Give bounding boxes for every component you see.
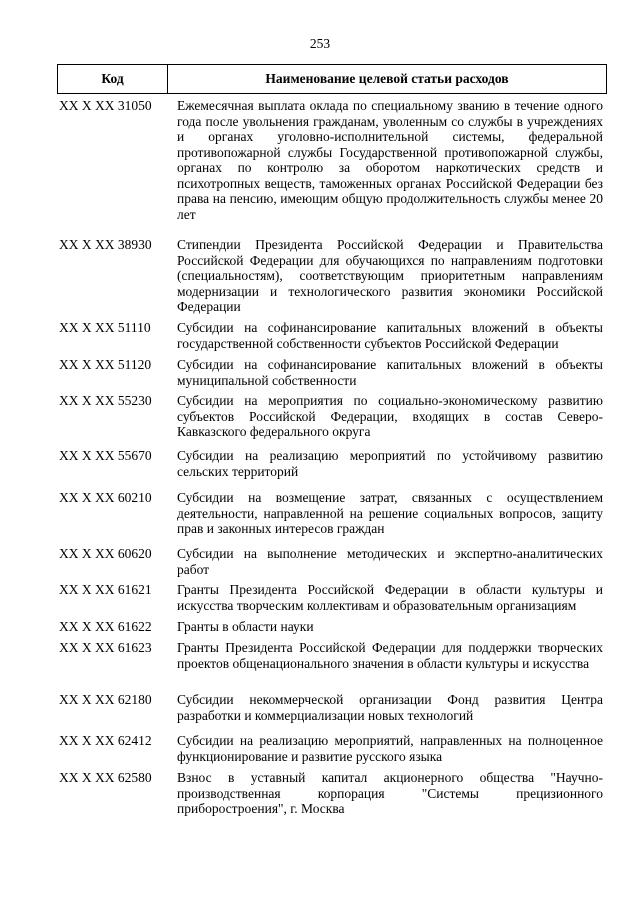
table-row: [57, 619, 607, 635]
row-code: XX X XX 61623: [59, 640, 152, 655]
row-code: XX X XX 60210: [59, 490, 152, 505]
table-row: [57, 98, 607, 222]
row-name: Субсидии на реализацию мероприятий по устойчивому развитию сельских территорий: [177, 448, 603, 479]
table-row: [57, 770, 607, 817]
row-code: XX X XX 38930: [59, 237, 152, 252]
row-name: Ежемесячная выплата оклада по специальному званию в течение одного года после увольнения гражданам, уволенным со службы в учреждениях и органах уголовно-исполнительной системы, федеральной противопожарной службы Государственной противопожарной службы, органах по контролю за оборотом наркотических средств и психотропных веществ, таможенных органах Российской Федерации без права на пенсию, имеющим общую продолжительность службы менее 20 лет: [177, 98, 603, 222]
row-name: Субсидии на возмещение затрат, связанных с осуществлением деятельности, направленной на решение социальных вопросов, защиту прав и законных интересов граждан: [177, 490, 603, 536]
table-header: [57, 64, 607, 94]
row-code: XX X XX 55670: [59, 448, 152, 463]
row-name: Субсидии некоммерческой организации Фонд развития Центра разработки и коммерциализации новых технологий: [177, 692, 603, 723]
row-code: XX X XX 62412: [59, 733, 152, 748]
table-row: [57, 692, 607, 723]
header-code: Код: [58, 65, 168, 93]
table-row: [57, 582, 607, 613]
row-code: XX X XX 62580: [59, 770, 152, 785]
row-code: XX X XX 55230: [59, 393, 152, 408]
row-code: XX X XX 60620: [59, 546, 152, 561]
table-row: [57, 320, 607, 351]
row-name: Субсидии на софинансирование капитальных вложений в объекты муниципальной собственности: [177, 357, 603, 388]
page-number: 253: [309, 36, 331, 51]
row-name: Взнос в уставный капитал акционерного общества "Научно-производственная корпорация "Системы прецизионного приборостроения", г. Москва: [177, 770, 603, 816]
row-name: Субсидии на выполнение методических и экспертно-аналитических работ: [177, 546, 603, 577]
row-name: Гранты Президента Российской Федерации в области культуры и искусства творческим коллективам и образовательным организациям: [177, 582, 603, 613]
table-row: [57, 490, 607, 537]
row-code: XX X XX 31050: [59, 98, 152, 113]
table-row: [57, 640, 607, 671]
table-row: [57, 393, 607, 440]
row-code: XX X XX 51120: [59, 357, 152, 372]
row-code: XX X XX 61621: [59, 582, 152, 597]
row-name: Субсидии на софинансирование капитальных вложений в объекты государственной собственности субъектов Российской Федерации: [177, 320, 603, 351]
table-row: [57, 237, 607, 315]
table-row: [57, 357, 607, 388]
table-row: [57, 448, 607, 479]
row-name: Субсидии на реализацию мероприятий, направленных на полноценное функционирование и развитие русского языка: [177, 733, 603, 764]
row-name: Стипендии Президента Российской Федерации и Правительства Российской Федерации для обучающихся по направлениям подготовки (специальностям), соответствующим приоритетным направлениям модернизации и технологического развития экономики Российской Федерации: [177, 237, 603, 314]
row-code: XX X XX 61622: [59, 619, 152, 634]
row-code: XX X XX 62180: [59, 692, 152, 707]
row-name: Гранты Президента Российской Федерации для поддержки творческих проектов общенационального значения в области культуры и искусства: [177, 640, 603, 671]
table-row: [57, 733, 607, 764]
row-name: Субсидии на мероприятия по социально-экономическому развитию субъектов Российской Федерации, входящих в состав Северо-Кавказского федерального округа: [177, 393, 603, 439]
header-name: Наименование целевой статьи расходов: [265, 71, 509, 86]
row-name: Гранты в области науки: [177, 619, 314, 634]
row-code: XX X XX 51110: [59, 320, 151, 335]
table-row: [57, 546, 607, 577]
